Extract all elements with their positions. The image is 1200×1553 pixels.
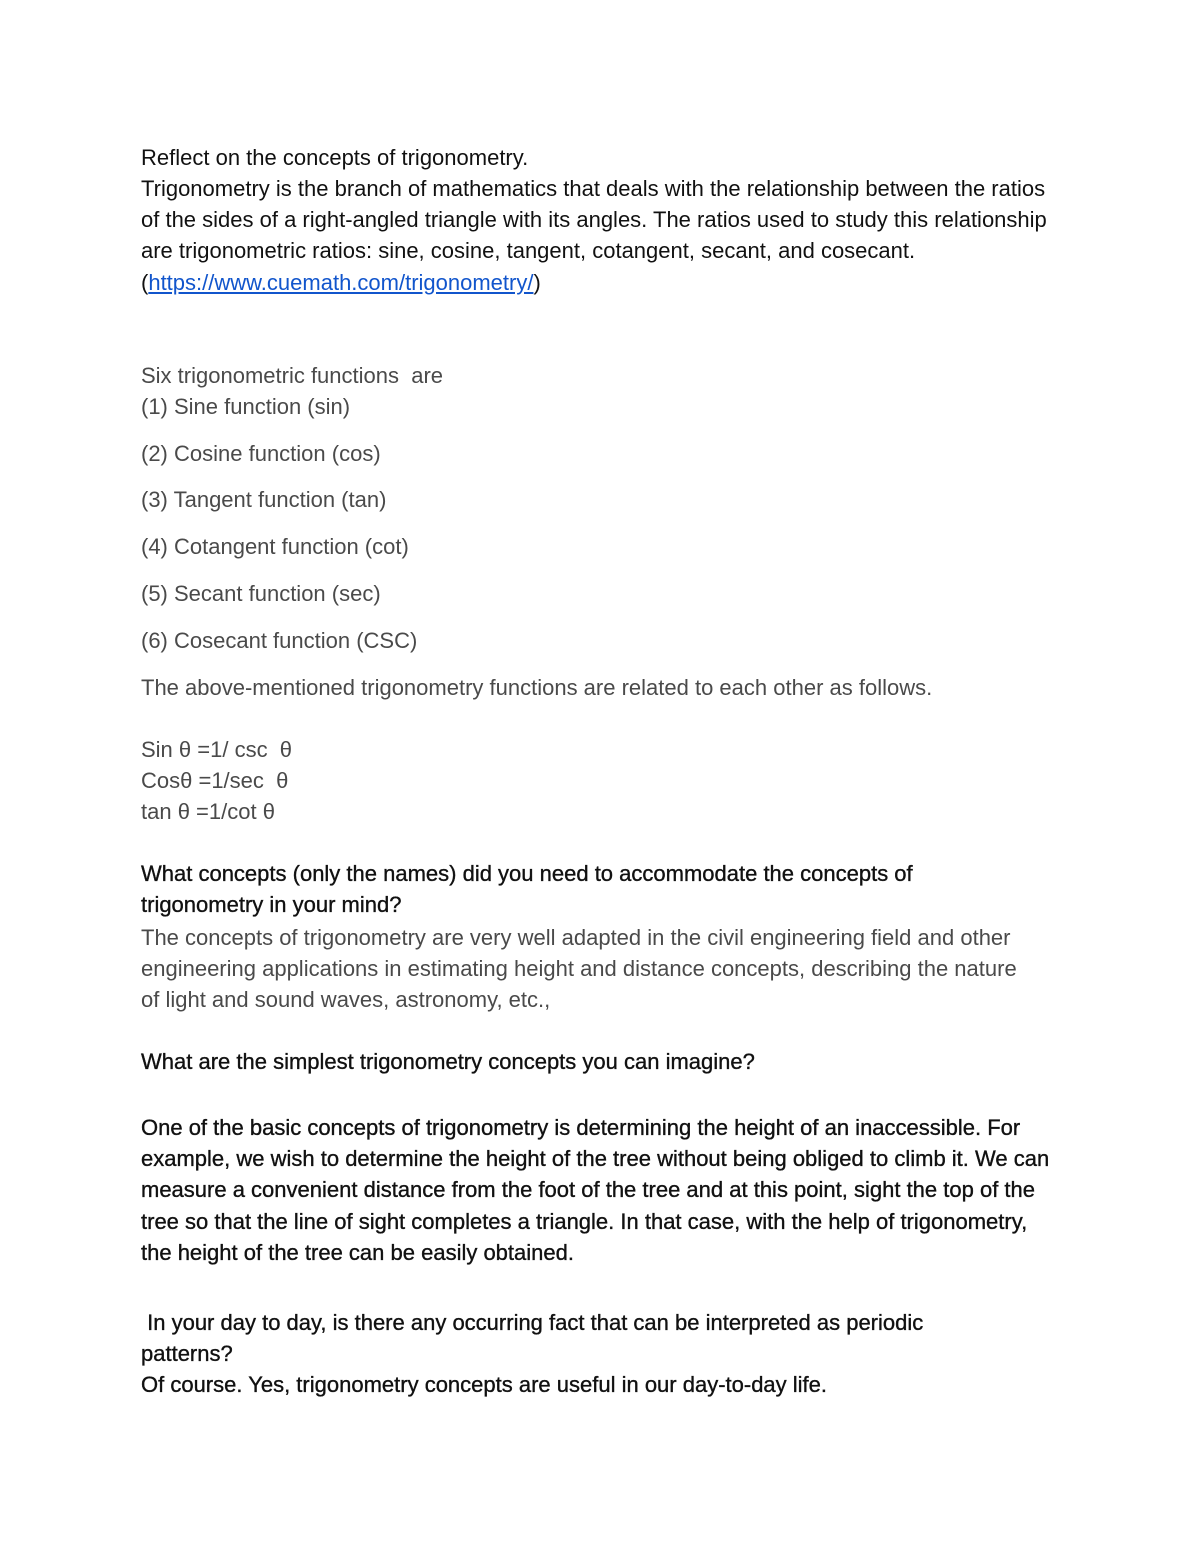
definition-text: Trigonometry is the branch of mathematics that deals with the relationship between the ratios of the sides of a right-angled triangle with its angles. The ratios used to study this relationship are trigonometric ratios: sine, cosine, tangent, cotangent, secant, and cosecant. ( <box>141 176 1053 295</box>
definition-end: ) <box>533 269 541 295</box>
list-item: (2) Cosine function (cos) <box>141 440 381 466</box>
list-item: (6) Cosecant function (CSC) <box>141 627 418 653</box>
list-item: (5) Secant function (sec) <box>141 580 381 606</box>
formula-line: Cosθ =1/sec θ <box>141 768 289 794</box>
question-answer: One of the basic concepts of trigonometry is determining the height of an inaccessible. For example, we wish to determine the height of the tree without being obliged to climb it. We can measure a convenient distance from the foot of the tree and at this point, sight the top of the tree so that the line of sight completes a triangle. In that case, with the help of trigonometry, the height of the tree can be easily obtained. <box>141 1115 1056 1265</box>
formula-block <box>141 734 292 828</box>
question-answer: The concepts of trigonometry are very well adapted in the civil engineering field and other engineering applications in estimating height and distance concepts, describing the nature of light and sound waves, astronomy, etc., <box>141 925 1023 1013</box>
question-heading: What are the simplest trigonometry concepts you can imagine? <box>141 1049 755 1074</box>
question-answer: Of course. Yes, trigonometry concepts are useful in our day-to-day life. <box>141 1372 828 1397</box>
list-item: (4) Cotangent function (cot) <box>141 534 409 560</box>
formula-line: Sin θ =1/ csc θ <box>141 737 293 762</box>
source-link[interactable]: https://www.cuemath.com/trigonometry/ <box>148 269 534 295</box>
list-item: (3) Tangent function (tan) <box>141 487 387 513</box>
relation-note: The above-mentioned trigonometry functions are related to each other as follows. <box>141 675 933 700</box>
list-item: (1) Sine function (sin) <box>141 394 351 419</box>
trigonometry-definition <box>141 173 1056 298</box>
functions-intro: Six trigonometric functions are <box>141 363 444 388</box>
question-heading: In your day to day, is there any occurring fact that can be interpreted as periodic patterns? <box>141 1310 930 1367</box>
functions-list <box>141 391 417 671</box>
section-heading: Reflect on the concepts of trigonometry. <box>141 145 529 170</box>
question-heading: What concepts (only the names) did you need to accommodate the concepts of trigonometry in your mind? <box>141 861 919 918</box>
formula-line: tan θ =1/cot θ <box>141 799 275 825</box>
